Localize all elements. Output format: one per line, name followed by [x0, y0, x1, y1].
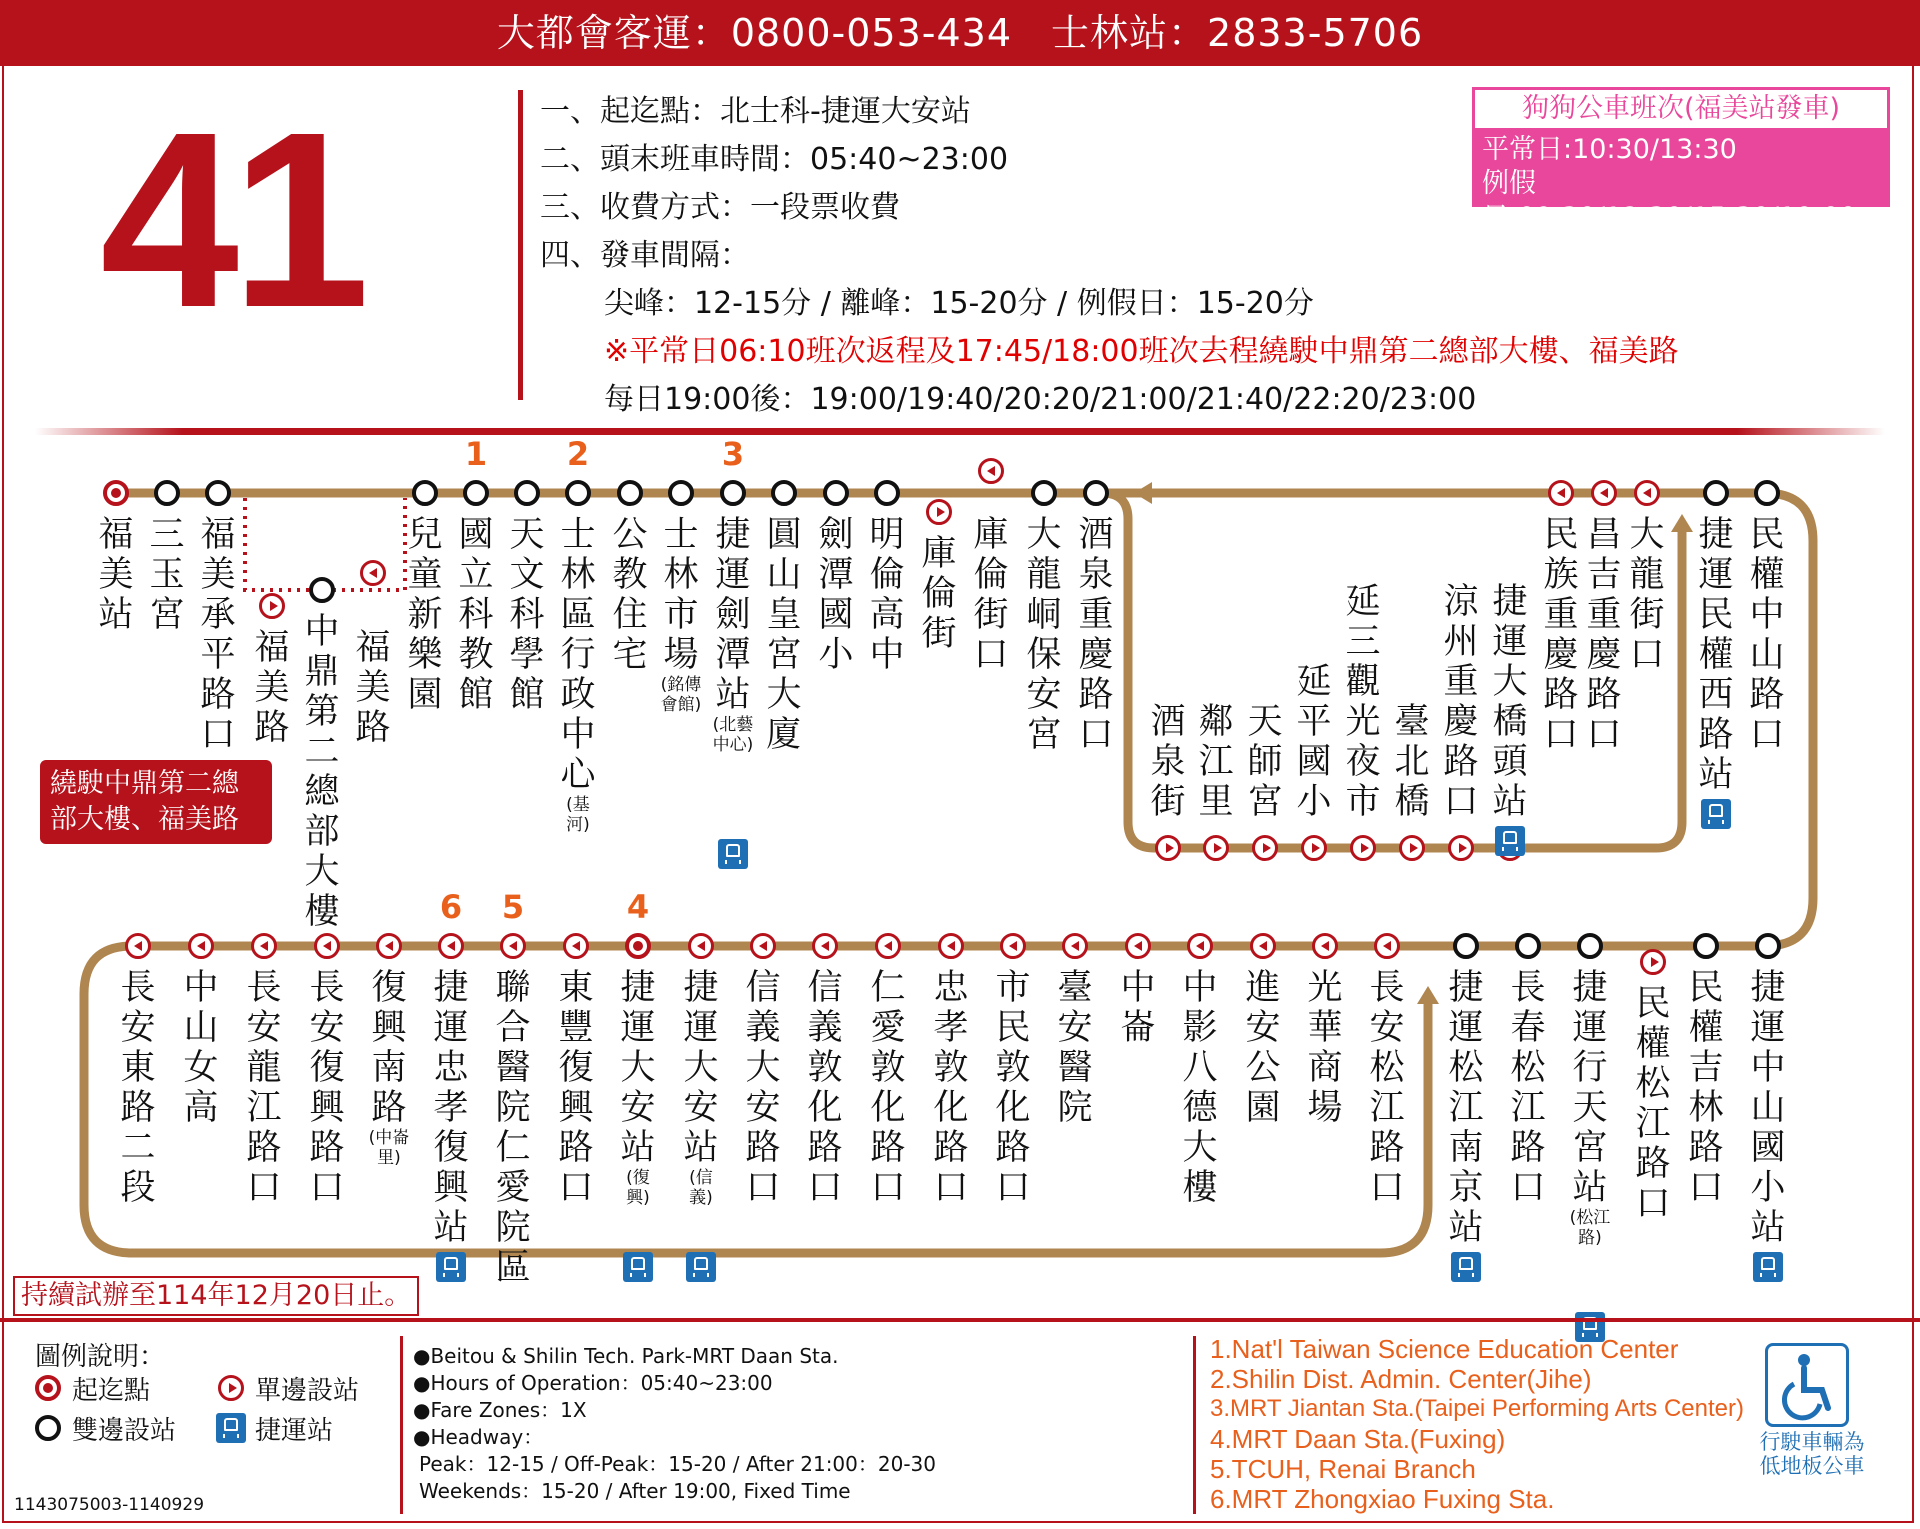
- detour-note-box: 繞駛中鼎第二總部大樓、福美路: [40, 760, 272, 844]
- two-way-stop-marker: [1577, 933, 1603, 959]
- stop-name: [116, 968, 160, 1208]
- one-way-stop-marker: [188, 933, 214, 959]
- two-way-stop-marker: [720, 480, 746, 506]
- stop-name-text: 延平國小: [1296, 662, 1332, 822]
- stop-name-text: 忠孝敦化路口: [933, 968, 969, 1208]
- stop-name: [679, 968, 723, 1208]
- mrt-station-icon: [623, 1252, 653, 1282]
- stop-name: [1444, 968, 1488, 1248]
- stop-name: [762, 515, 806, 755]
- two-way-stop-marker: [1693, 933, 1719, 959]
- stop-name: [1243, 702, 1287, 822]
- stop-name-text: 三玉宮: [149, 515, 185, 635]
- stop-name-text: 長安復興路口: [309, 968, 345, 1208]
- wheelchair-glyph: [1768, 1346, 1846, 1424]
- stop-name: [403, 515, 447, 715]
- one-way-stop-marker: [1448, 835, 1474, 861]
- one-way-stop-marker: [978, 458, 1004, 484]
- two-way-stop-marker: [617, 480, 643, 506]
- landmarks-divider: [1193, 1336, 1196, 1514]
- info-fare: 三、收費方式：一段票收費: [540, 190, 900, 225]
- stop-name-text: 公教住宅: [612, 515, 648, 675]
- stop-name: [429, 968, 473, 1248]
- legend-one-side-label: 單邊設站: [255, 1376, 360, 1406]
- stop-name: [991, 968, 1035, 1208]
- landmark-number: 6: [439, 888, 463, 926]
- mrt-station-icon: [1753, 1252, 1783, 1282]
- one-way-stop-marker: [1301, 835, 1327, 861]
- stop-name: [1684, 968, 1728, 1208]
- two-way-stop-marker: [154, 480, 180, 506]
- stop-name-text: 中崙: [1120, 968, 1156, 1048]
- mrt-station-icon: [1495, 826, 1525, 856]
- stop-name-text: 長安松江路口: [1369, 968, 1405, 1208]
- stop-name-text: 長安龍江路口: [246, 968, 282, 1208]
- stop-name-text: 中鼎第二總部大樓: [304, 612, 340, 932]
- stop-name-text: 信義敦化路口: [807, 968, 843, 1208]
- one-way-stop-marker: [926, 499, 952, 525]
- stop-name-text: 劍潭國小: [818, 515, 854, 675]
- stop-name: [1074, 515, 1118, 755]
- stop-name-note: (中崙里): [368, 1128, 410, 1168]
- one-way-stop-marker: [1203, 835, 1229, 861]
- stop-name-note: (基河): [566, 795, 590, 835]
- info-headway-title: 四、發車間隔：: [540, 238, 750, 273]
- stop-name: [1241, 968, 1285, 1128]
- stop-name-text: 信義大安路口: [745, 968, 781, 1208]
- stop-name-text: 長安東路二段: [120, 968, 156, 1208]
- info-hours: 二、頭末班車時間：05:40~23:00: [540, 142, 1009, 177]
- stop-name-text: 福美承平路口: [200, 515, 236, 755]
- stop-name-text: 捷運民權西路站: [1698, 515, 1734, 795]
- legend-end-label: 起迄點: [72, 1376, 151, 1406]
- stop-name-text: 庫倫街口: [973, 515, 1009, 675]
- one-way-stop-marker: [750, 933, 776, 959]
- one-way-stop-marker: [688, 933, 714, 959]
- one-way-stop-marker: [1252, 835, 1278, 861]
- wheelchair-icon: [1765, 1343, 1849, 1427]
- stop-name-text: 昌吉重慶路口: [1586, 515, 1622, 755]
- one-way-stop-marker: [1125, 933, 1151, 959]
- english-line: Weekends：15-20 / After 19:00, Fixed Time: [419, 1479, 851, 1503]
- landmark-item: 1.Nat'l Taiwan Science Education Center: [1210, 1334, 1679, 1364]
- stop-name-text: 士林區行政中心: [560, 515, 596, 795]
- stop-name: [1694, 515, 1738, 795]
- stop-name: [1439, 582, 1483, 822]
- stop-name-text: 捷運松江南京站: [1448, 968, 1484, 1248]
- stop-name: [1390, 702, 1434, 822]
- stop-name: [1539, 515, 1583, 755]
- stop-name: [1194, 702, 1238, 822]
- stop-name-text: 長春松江路口: [1510, 968, 1546, 1208]
- stop-name-text: 仁愛敦化路口: [870, 968, 906, 1208]
- stop-name: [300, 612, 344, 932]
- stop-name: [1292, 662, 1336, 822]
- stop-name-note: (信義): [689, 1168, 713, 1208]
- stop-name-text: 聯合醫院仁愛院區: [495, 968, 531, 1288]
- stop-name: [454, 515, 498, 715]
- stop-name: [1746, 968, 1790, 1248]
- two-way-stop-marker: [771, 480, 797, 506]
- mrt-station-icon: [686, 1252, 716, 1282]
- stop-name: [1022, 515, 1066, 755]
- stop-name-text: 庫倫街: [921, 534, 957, 654]
- landmark-number: 2: [566, 435, 590, 473]
- stop-name: [305, 968, 349, 1208]
- stop-name: [1116, 968, 1160, 1048]
- two-way-stop-marker: [668, 480, 694, 506]
- stop-name-text: 兒童新樂園: [407, 515, 443, 715]
- stop-name: [741, 968, 785, 1208]
- two-way-stop-marker: [1754, 480, 1780, 506]
- legend-mrt-icon: [216, 1413, 246, 1443]
- mrt-station-icon: [718, 839, 748, 869]
- one-way-stop-marker: [812, 933, 838, 959]
- stop-name-text: 延三觀光夜市: [1345, 582, 1381, 822]
- stop-name-text: 臺北橋: [1394, 702, 1430, 822]
- one-way-stop-marker: [376, 933, 402, 959]
- two-way-stop-marker: [565, 480, 591, 506]
- legend-one-side-icon: [218, 1375, 244, 1401]
- two-way-stop-marker: [1453, 933, 1479, 959]
- info-terminals: 一、起迄點：北士科-捷運大安站: [540, 94, 971, 129]
- english-line: ●Beitou & Shilin Tech. Park-MRT Daan Sta.: [413, 1344, 839, 1368]
- one-way-stop-marker: [1155, 835, 1181, 861]
- stop-name-text: 捷運忠孝復興站: [433, 968, 469, 1248]
- stop-name-text: 福美路: [355, 628, 391, 748]
- stop-name-text: 大龍峒保安宮: [1026, 515, 1062, 755]
- stop-name-text: 民權松江路口: [1635, 984, 1671, 1224]
- stop-name-text: 士林市場: [663, 515, 699, 675]
- stop-name-text: 民族重慶路口: [1543, 515, 1579, 755]
- legend-both-sides-label: 雙邊設站: [72, 1416, 177, 1446]
- stop-name-text: 東豐復興路口: [558, 968, 594, 1208]
- dog-bus-title: 狗狗公車班次(福美站發車): [1475, 90, 1887, 128]
- stop-name: [608, 515, 652, 675]
- landmark-item: 3.MRT Jiantan Sta.(Taipei Performing Arts Center): [1210, 1395, 1744, 1422]
- stop-name: [250, 628, 294, 748]
- two-way-stop-marker: [874, 480, 900, 506]
- one-way-stop-marker: [1062, 933, 1088, 959]
- stop-name-text: 圓山皇宮大廈: [766, 515, 802, 755]
- stop-name-text: 市民敦化路口: [995, 968, 1031, 1208]
- one-way-stop-marker: [1640, 949, 1666, 975]
- stop-name-text: 中影八德大樓: [1182, 968, 1218, 1208]
- one-way-stop-marker: [938, 933, 964, 959]
- mrt-station-icon: [1451, 1252, 1481, 1282]
- legend-mrt-label: 捷運站: [255, 1416, 334, 1446]
- direction-arrow: [1671, 514, 1693, 532]
- stop-name: [1341, 582, 1385, 822]
- one-way-stop-marker: [259, 593, 285, 619]
- one-way-stop-marker: [500, 933, 526, 959]
- stop-name: [659, 515, 703, 715]
- stop-name: [917, 534, 961, 654]
- stop-name-note: (銘傳會館): [660, 675, 702, 715]
- stop-name: [556, 515, 600, 835]
- stop-name: [554, 968, 598, 1208]
- stop-name-text: 福美站: [98, 515, 134, 635]
- stop-name: [1146, 702, 1190, 822]
- two-way-stop-marker: [1703, 480, 1729, 506]
- one-way-stop-marker: [1187, 933, 1213, 959]
- one-way-stop-marker: [1312, 933, 1338, 959]
- stop-name: [491, 968, 535, 1288]
- stop-name-text: 民權中山路口: [1749, 515, 1785, 755]
- one-way-stop-marker: [1548, 480, 1574, 506]
- landmark-number: 4: [626, 888, 650, 926]
- landmark-item: 2.Shilin Dist. Admin. Center(Jihe): [1210, 1364, 1592, 1394]
- dog-bus-weekday: 平常日:10:30/13:30: [1482, 134, 1737, 165]
- stop-name-text: 捷運大安站: [683, 968, 719, 1168]
- stop-name: [1365, 968, 1409, 1208]
- one-way-stop-marker: [1250, 933, 1276, 959]
- two-way-stop-marker: [1515, 933, 1541, 959]
- terminal-stop-marker: [625, 933, 651, 959]
- stop-name: [196, 515, 240, 755]
- stop-name-text: 復興南路: [371, 968, 407, 1128]
- two-way-stop-marker: [205, 480, 231, 506]
- two-way-stop-marker: [1755, 933, 1781, 959]
- stop-name: [1568, 968, 1612, 1248]
- two-way-stop-marker: [823, 480, 849, 506]
- english-divider: [400, 1336, 403, 1514]
- stop-name: [1625, 515, 1669, 675]
- one-way-stop-marker: [314, 933, 340, 959]
- stop-name: [1582, 515, 1626, 755]
- stop-name-text: 天師宮: [1247, 702, 1283, 822]
- terminal-stop-marker: [103, 480, 129, 506]
- landmark-item: 6.MRT Zhongxiao Fuxing Sta.: [1210, 1484, 1555, 1514]
- stop-name-note: (北藝中心): [712, 715, 754, 755]
- stop-name-text: 酒泉重慶路口: [1078, 515, 1114, 755]
- stop-name: [505, 515, 549, 715]
- stop-name: [865, 515, 909, 675]
- stop-name: [1053, 968, 1097, 1128]
- info-detour-note: ※平常日06:10班次返程及17:45/18:00班次去程繞駛中鼎第二總部大樓、福美路: [604, 334, 1679, 369]
- stop-name: [367, 968, 411, 1168]
- one-way-stop-marker: [1000, 933, 1026, 959]
- landmark-list: [1210, 1334, 1744, 1514]
- one-way-stop-marker: [438, 933, 464, 959]
- direction-arrow: [1134, 482, 1152, 504]
- landmark-number: 3: [721, 435, 745, 473]
- stop-name-text: 捷運大安站: [620, 968, 656, 1168]
- low-floor-note: 行駛車輛為低地板公車: [1759, 1430, 1865, 1478]
- stop-name: [1303, 968, 1347, 1128]
- stop-name: [351, 628, 395, 748]
- mrt-station-icon: [436, 1252, 466, 1282]
- stop-name-note: (復興): [626, 1168, 650, 1208]
- info-headway: 尖峰：12-15分 / 離峰：15-20分 / 例假日：15-20分: [604, 286, 1314, 321]
- one-way-stop-marker: [1591, 480, 1617, 506]
- stop-name-text: 酒泉街: [1150, 702, 1186, 822]
- stop-name-note: (松江路): [1569, 1208, 1611, 1248]
- stop-name-text: 鄰江里: [1198, 702, 1234, 822]
- stop-name: [1178, 968, 1222, 1208]
- stop-name-text: 國立科教館: [458, 515, 494, 715]
- stop-name-text: 民權吉林路口: [1688, 968, 1724, 1208]
- stop-name-text: 光華商場: [1307, 968, 1343, 1128]
- stop-name: [616, 968, 660, 1208]
- stop-name-text: 進安公園: [1245, 968, 1281, 1128]
- two-way-stop-marker: [514, 480, 540, 506]
- stop-name-text: 臺安醫院: [1057, 968, 1093, 1128]
- stop-name-text: 福美路: [254, 628, 290, 748]
- stop-name-text: 捷運劍潭站: [715, 515, 751, 715]
- one-way-stop-marker: [875, 933, 901, 959]
- stop-name: [711, 515, 755, 755]
- landmark-number: 1: [464, 435, 488, 473]
- stop-name-text: 捷運大橋頭站: [1492, 582, 1528, 822]
- stop-name: [94, 515, 138, 635]
- one-way-stop-marker: [1399, 835, 1425, 861]
- stop-name-text: 大龍街口: [1629, 515, 1665, 675]
- english-line: ●Fare Zones：1X: [413, 1398, 587, 1422]
- stop-name: [929, 968, 973, 1208]
- legend-end-icon: [35, 1375, 61, 1401]
- direction-arrow: [1417, 986, 1439, 1004]
- dog-bus-holiday: 例假日:09:30/12:30/15:30/19:00: [1482, 168, 1857, 233]
- english-line: ●Hours of Operation：05:40~23:00: [413, 1371, 773, 1395]
- stop-name: [179, 968, 223, 1128]
- two-way-stop-marker: [1083, 480, 1109, 506]
- one-way-stop-marker: [251, 933, 277, 959]
- english-line: ●Headway：: [413, 1425, 544, 1449]
- stop-name: [1631, 984, 1675, 1224]
- stop-name-text: 捷運行天宮站: [1572, 968, 1608, 1208]
- mrt-station-icon: [1701, 799, 1731, 829]
- stop-name: [803, 968, 847, 1208]
- stop-name-text: 涼州重慶路口: [1443, 582, 1479, 822]
- route-number: 41: [100, 80, 363, 359]
- trial-notice: 持續試辦至114年12月20日止。: [13, 1276, 419, 1316]
- landmark-item: 4.MRT Daan Sta.(Fuxing): [1210, 1424, 1506, 1454]
- footer-divider: [0, 1318, 1920, 1322]
- stop-name: [242, 968, 286, 1208]
- english-info: [413, 1343, 936, 1505]
- one-way-stop-marker: [360, 560, 386, 586]
- landmark-number: 5: [501, 888, 525, 926]
- stop-name: [969, 515, 1013, 675]
- english-line: Peak：12-15 / Off-Peak：15-20 / After 21:00：20-30: [419, 1452, 936, 1476]
- stop-name: [1488, 582, 1532, 822]
- stop-name: [866, 968, 910, 1208]
- stop-name: [1506, 968, 1550, 1208]
- info-evening-schedule: 每日19:00後：19:00/19:40/20:20/21:00/21:40/22:20/23:00: [604, 382, 1477, 417]
- stop-name: [145, 515, 189, 635]
- one-way-stop-marker: [125, 933, 151, 959]
- map-code: 1143075003-1140929: [14, 1495, 205, 1515]
- one-way-stop-marker: [1350, 835, 1376, 861]
- operator-header: 大都會客運：0800-053-434 士林站：2833-5706: [0, 0, 1920, 66]
- stop-name-text: 天文科學館: [509, 515, 545, 715]
- legend-both-sides-icon: [35, 1415, 61, 1441]
- stop-name: [814, 515, 858, 675]
- two-way-stop-marker: [412, 480, 438, 506]
- legend-title: 圖例說明：: [35, 1342, 166, 1372]
- two-way-stop-marker: [309, 577, 335, 603]
- stop-name-text: 明倫高中: [869, 515, 905, 675]
- stop-name: [1745, 515, 1789, 755]
- stop-name-text: 中山女高: [183, 968, 219, 1128]
- two-way-stop-marker: [1031, 480, 1057, 506]
- one-way-stop-marker: [563, 933, 589, 959]
- landmark-item: 5.TCUH, Renai Branch: [1210, 1454, 1476, 1484]
- one-way-stop-marker: [1634, 480, 1660, 506]
- two-way-stop-marker: [463, 480, 489, 506]
- stop-name-text: 捷運中山國小站: [1750, 968, 1786, 1248]
- one-way-stop-marker: [1374, 933, 1400, 959]
